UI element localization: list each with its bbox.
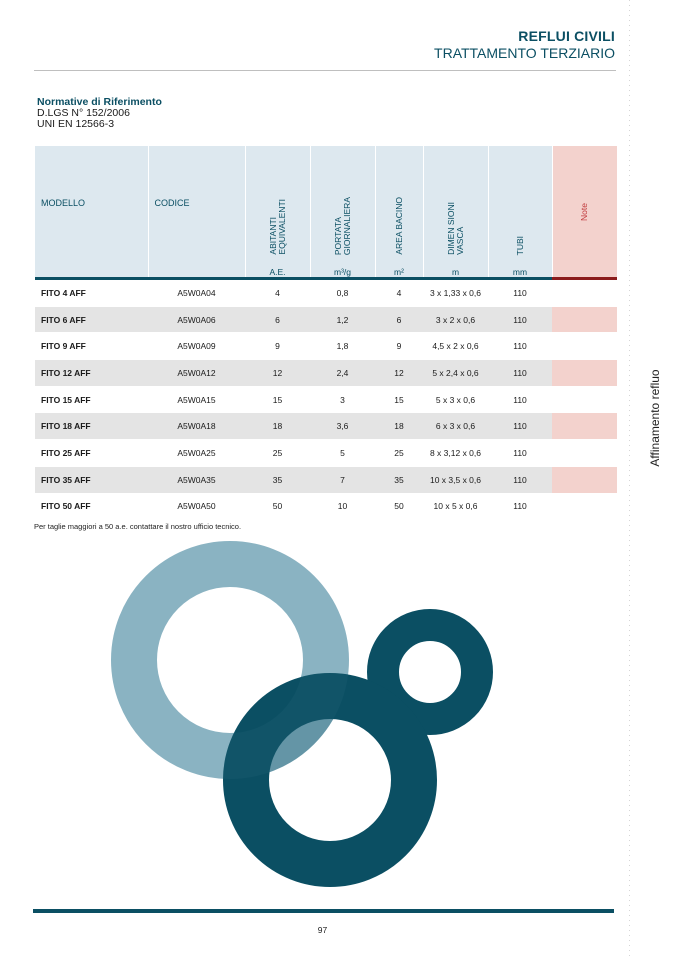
table-row [35,360,617,387]
cell-area: 6 [375,306,423,333]
cell-dimensioni: 3 x 2 x 0,6 [423,306,488,333]
cell-modello: FITO 4 AFF [35,280,148,306]
cell-note [552,360,617,387]
cell-dimensioni: 10 x 5 x 0,6 [423,493,488,520]
col-header-dimensioni [423,146,488,260]
cell-note [552,306,617,333]
spec-table [35,146,618,520]
col-header-area-label: AREA BACINO [393,197,404,255]
unit-portata: m³/g [310,260,375,277]
col-header-abitanti [245,146,310,260]
unit-area: m² [375,260,423,277]
cell-modello: FITO 35 AFF [35,466,148,493]
cell-codice: A5W0A50 [148,493,245,520]
norms-block [37,97,162,130]
col-header-modello: MODELLO [35,146,148,260]
cell-portata: 1,8 [310,333,375,360]
cell-portata: 5 [310,440,375,467]
cell-abitanti: 6 [245,306,310,333]
cell-abitanti: 35 [245,466,310,493]
cell-area: 9 [375,333,423,360]
cell-dimensioni: 4,5 x 2 x 0,6 [423,333,488,360]
cell-portata: 3,6 [310,413,375,440]
cell-abitanti: 50 [245,493,310,520]
header-title: REFLUI CIVILI [518,28,615,44]
unit-abitanti: A.E. [245,260,310,277]
cell-dimensioni: 3 x 1,33 x 0,6 [423,280,488,306]
cell-note [552,280,617,306]
cell-note [552,386,617,413]
table-row [35,466,617,493]
cell-dimensioni: 6 x 3 x 0,6 [423,413,488,440]
cell-modello: FITO 25 AFF [35,440,148,467]
norms-line: D.LGS N° 152/2006 [37,107,130,119]
col-header-area [375,146,423,260]
col-header-dimensioni-label: DIMEN SIONI VASCA [445,202,465,255]
cell-tubi: 110 [488,386,552,413]
cell-modello: FITO 50 AFF [35,493,148,520]
cell-portata: 10 [310,493,375,520]
table-row [35,493,617,520]
cell-note [552,413,617,440]
table-row [35,440,617,467]
col-header-note [552,146,617,277]
cell-abitanti: 12 [245,360,310,387]
table-row [35,413,617,440]
cell-modello: FITO 9 AFF [35,333,148,360]
unit-dimensioni: m [423,260,488,277]
cell-portata: 2,4 [310,360,375,387]
cell-abitanti: 9 [245,333,310,360]
cell-dimensioni: 10 x 3,5 x 0,6 [423,466,488,493]
cell-codice: A5W0A25 [148,440,245,467]
cell-tubi: 110 [488,306,552,333]
col-header-portata [310,146,375,260]
cell-codice: A5W0A09 [148,333,245,360]
cell-note [552,466,617,493]
unit-blank [35,260,148,277]
cell-tubi: 110 [488,413,552,440]
header-subtitle: TRATTAMENTO TERZIARIO [434,45,615,61]
cell-tubi: 110 [488,280,552,306]
cell-abitanti: 15 [245,386,310,413]
cell-tubi: 110 [488,493,552,520]
unit-tubi: mm [488,260,552,277]
table-row [35,333,617,360]
cell-portata: 0,8 [310,280,375,306]
col-header-tubi-label: TUBI [514,235,525,255]
footnote: Per taglie maggiori a 50 a.e. contattare il nostro ufficio tecnico. [34,522,242,531]
cell-modello: FITO 12 AFF [35,360,148,387]
col-header-tubi [488,146,552,260]
col-header-abitanti-label: ABITANTI EQUIVALENTI [267,199,287,255]
cell-modello: FITO 15 AFF [35,386,148,413]
cell-area: 4 [375,280,423,306]
cell-codice: A5W0A04 [148,280,245,306]
col-header-portata-label: PORTATA GIORNALIERA [332,196,352,255]
cell-abitanti: 18 [245,413,310,440]
cell-area: 12 [375,360,423,387]
cell-note [552,493,617,520]
cell-modello: FITO 6 AFF [35,306,148,333]
cell-abitanti: 25 [245,440,310,467]
cell-portata: 1,2 [310,306,375,333]
col-header-codice: CODICE [148,146,245,260]
table-row [35,306,617,333]
side-dotted-rule [629,0,630,958]
cell-dimensioni: 5 x 2,4 x 0,6 [423,360,488,387]
norms-title: Normative di Riferimento [37,96,162,108]
unit-blank [148,260,245,277]
cell-codice: A5W0A06 [148,306,245,333]
page-header [434,28,615,61]
cell-abitanti: 4 [245,280,310,306]
cell-modello: FITO 18 AFF [35,413,148,440]
cell-tubi: 110 [488,333,552,360]
page-number: 97 [317,925,328,935]
col-header-note-label: Note [579,202,589,221]
footer-rule [33,909,614,913]
table-row [35,280,617,306]
cell-area: 15 [375,386,423,413]
cell-area: 18 [375,413,423,440]
cell-codice: A5W0A18 [148,413,245,440]
cell-codice: A5W0A35 [148,466,245,493]
cell-dimensioni: 8 x 3,12 x 0,6 [423,440,488,467]
cell-area: 35 [375,466,423,493]
cell-codice: A5W0A15 [148,386,245,413]
header-divider [34,70,616,71]
side-section-label: Affinamento refluo [648,369,662,467]
cell-tubi: 110 [488,360,552,387]
cell-note [552,440,617,467]
cell-area: 50 [375,493,423,520]
decorative-rings [0,540,520,900]
cell-portata: 7 [310,466,375,493]
cell-area: 25 [375,440,423,467]
cell-tubi: 110 [488,466,552,493]
norms-line: UNI EN 12566-3 [37,118,115,130]
table-row [35,386,617,413]
cell-note [552,333,617,360]
cell-tubi: 110 [488,440,552,467]
cell-dimensioni: 5 x 3 x 0,6 [423,386,488,413]
spec-table-body [35,280,617,520]
cell-portata: 3 [310,386,375,413]
cell-codice: A5W0A12 [148,360,245,387]
